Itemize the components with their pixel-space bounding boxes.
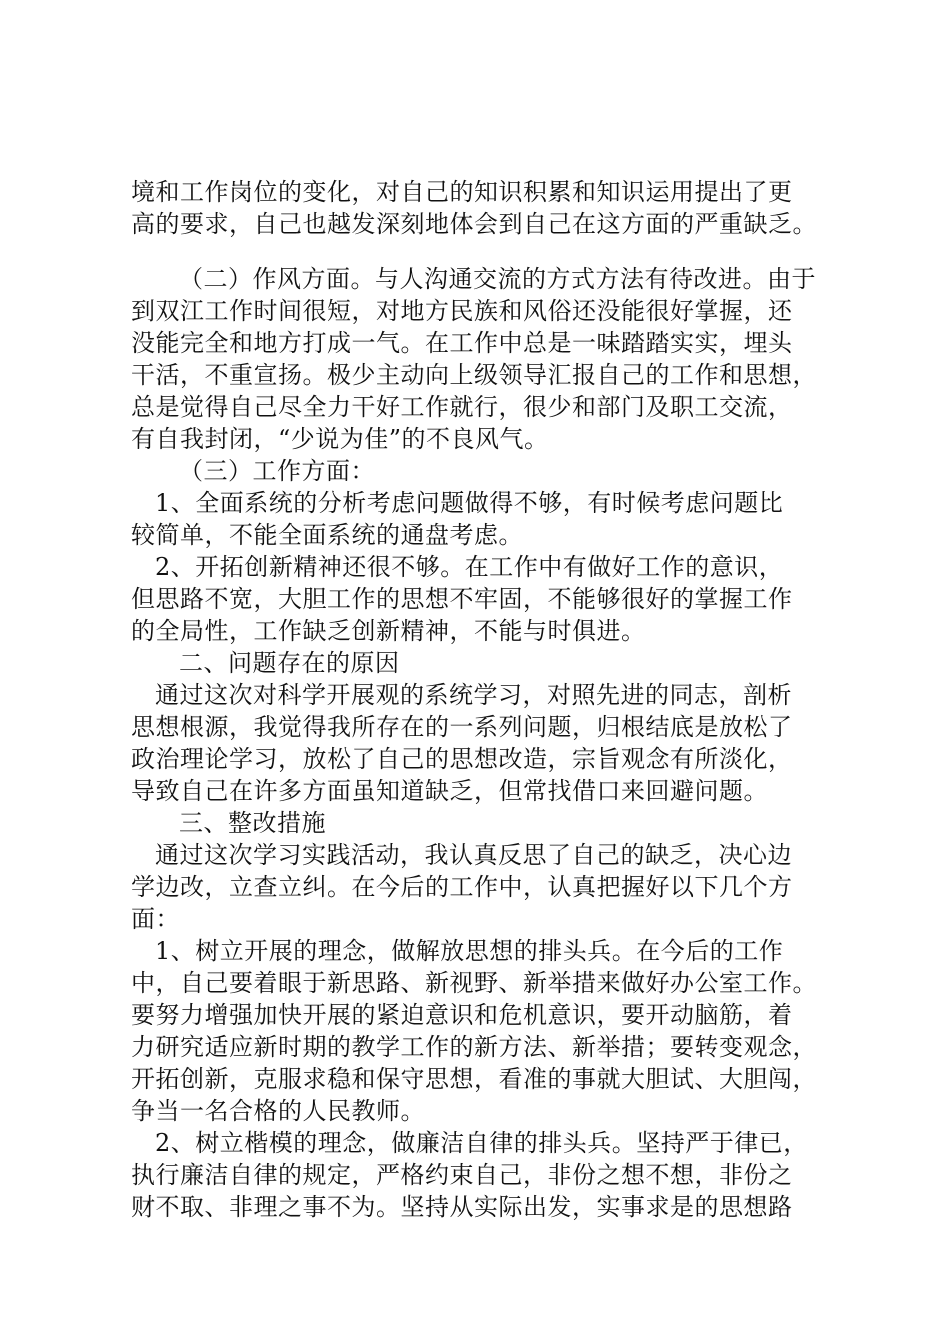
section-heading: 三、整改措施 bbox=[179, 809, 326, 837]
text-line: 但思路不宽，大胆工作的思想不牢固，不能够很好的掌握工作 bbox=[131, 585, 793, 613]
text-line: 导致自己在许多方面虽知道缺乏，但常找借口来回避问题。 bbox=[131, 777, 768, 805]
text-line: 思想根源，我觉得我所存在的一系列问题，归根结底是放松了 bbox=[131, 713, 793, 741]
text-line: 财不取、非理之事不为。坚持从实际出发，实事求是的思想路 bbox=[131, 1193, 793, 1221]
text-line: 力研究适应新时期的教学工作的新方法、新举措；要转变观念， bbox=[131, 1033, 817, 1061]
text-line: 有自我封闭，“少说为佳”的不良风气。 bbox=[131, 425, 549, 453]
text-line: 面： bbox=[131, 905, 180, 933]
text-line: 开拓创新，克服求稳和保守思想，看准的事就大胆试、大胆闯， bbox=[131, 1065, 817, 1093]
text-line: 境和工作岗位的变化，对自己的知识积累和知识运用提出了更 bbox=[131, 178, 793, 206]
text-line: 学边改，立查立纠。在今后的工作中，认真把握好以下几个方 bbox=[131, 873, 793, 901]
text-line: 争当一名合格的人民教师。 bbox=[131, 1097, 425, 1125]
text-line: 到双江工作时间很短，对地方民族和风俗还没能很好掌握，还 bbox=[131, 297, 793, 325]
list-item: 2、树立楷模的理念，做廉洁自律的排头兵。坚持严于律已， bbox=[155, 1129, 808, 1157]
text-line: 执行廉洁自律的规定，严格约束自己，非份之想不想，非份之 bbox=[131, 1161, 793, 1189]
list-item: 1、全面系统的分析考虑问题做得不够，有时候考虑问题比 bbox=[155, 489, 784, 517]
section-heading: （二）作风方面。与人沟通交流的方式方法有待改进。由于 bbox=[179, 265, 816, 293]
section-heading: （三）工作方面： bbox=[179, 457, 375, 485]
list-item: 2、开拓创新精神还很不够。在工作中有做好工作的意识， bbox=[155, 553, 784, 581]
text-line: 没能完全和地方打成一气。在工作中总是一味踏踏实实，埋头 bbox=[131, 329, 793, 357]
text-line: 通过这次学习实践活动，我认真反思了自己的缺乏，决心边 bbox=[155, 841, 792, 869]
text-line: 政治理论学习，放松了自己的思想改造，宗旨观念有所淡化， bbox=[131, 745, 793, 773]
text-line: 的全局性，工作缺乏创新精神，不能与时俱进。 bbox=[131, 617, 646, 645]
text-line: 较简单，不能全面系统的通盘考虑。 bbox=[131, 521, 523, 549]
text-line: 中，自己要着眼于新思路、新视野、新举措来做好办公室工作。 bbox=[131, 969, 817, 997]
text-line: 要努力增强加快开展的紧迫意识和危机意识，要开动脑筋，着 bbox=[131, 1001, 793, 1029]
text-line: 干活，不重宣扬。极少主动向上级领导汇报自己的工作和思想， bbox=[131, 361, 817, 389]
text-line: 高的要求，自己也越发深刻地体会到自己在这方面的严重缺乏。 bbox=[131, 210, 817, 238]
text-line: 通过这次对科学开展观的系统学习，对照先进的同志，剖析 bbox=[155, 681, 792, 709]
text-line: 总是觉得自己尽全力干好工作就行，很少和部门及职工交流， bbox=[131, 393, 793, 421]
list-item: 1、树立开展的理念，做解放思想的排头兵。在今后的工作 bbox=[155, 937, 784, 965]
section-heading: 二、问题存在的原因 bbox=[179, 649, 400, 677]
